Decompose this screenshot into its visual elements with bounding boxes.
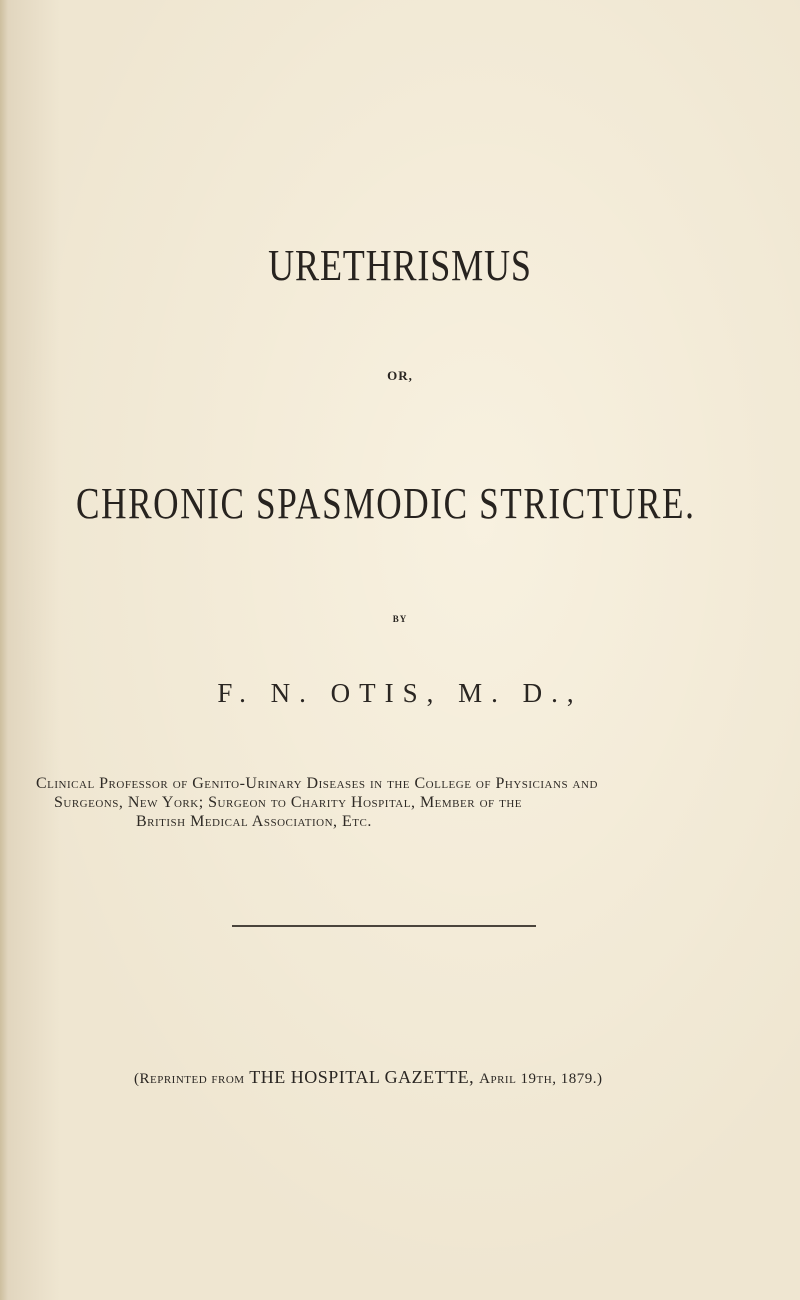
credentials-line: Surgeons, New York; Surgeon to Charity Hospital, Member of the — [54, 794, 523, 811]
binding-edge — [0, 0, 8, 1300]
book-title: URETHRISMUS — [268, 241, 532, 290]
divider-rule — [232, 925, 536, 927]
credentials-line: Clinical Professor of Genito-Urinary Diseases in the College of Physicians and — [36, 775, 598, 792]
reprint-prefix: (Reprinted from — [134, 1071, 245, 1087]
book-subtitle: CHRONIC SPASMODIC STRICTURE. — [76, 479, 696, 528]
reprint-journal: THE HOSPITAL GAZETTE, — [249, 1067, 475, 1087]
author-credentials — [36, 774, 800, 831]
byline-label: BY — [392, 614, 408, 624]
reprint-note — [134, 1067, 602, 1088]
credentials-line: British Medical Association, Etc. — [136, 813, 372, 830]
reprint-date: April 19th, 1879.) — [479, 1071, 603, 1087]
author-name: F. N. OTIS, M. D., — [217, 678, 583, 708]
title-conjunction: OR, — [387, 368, 413, 383]
